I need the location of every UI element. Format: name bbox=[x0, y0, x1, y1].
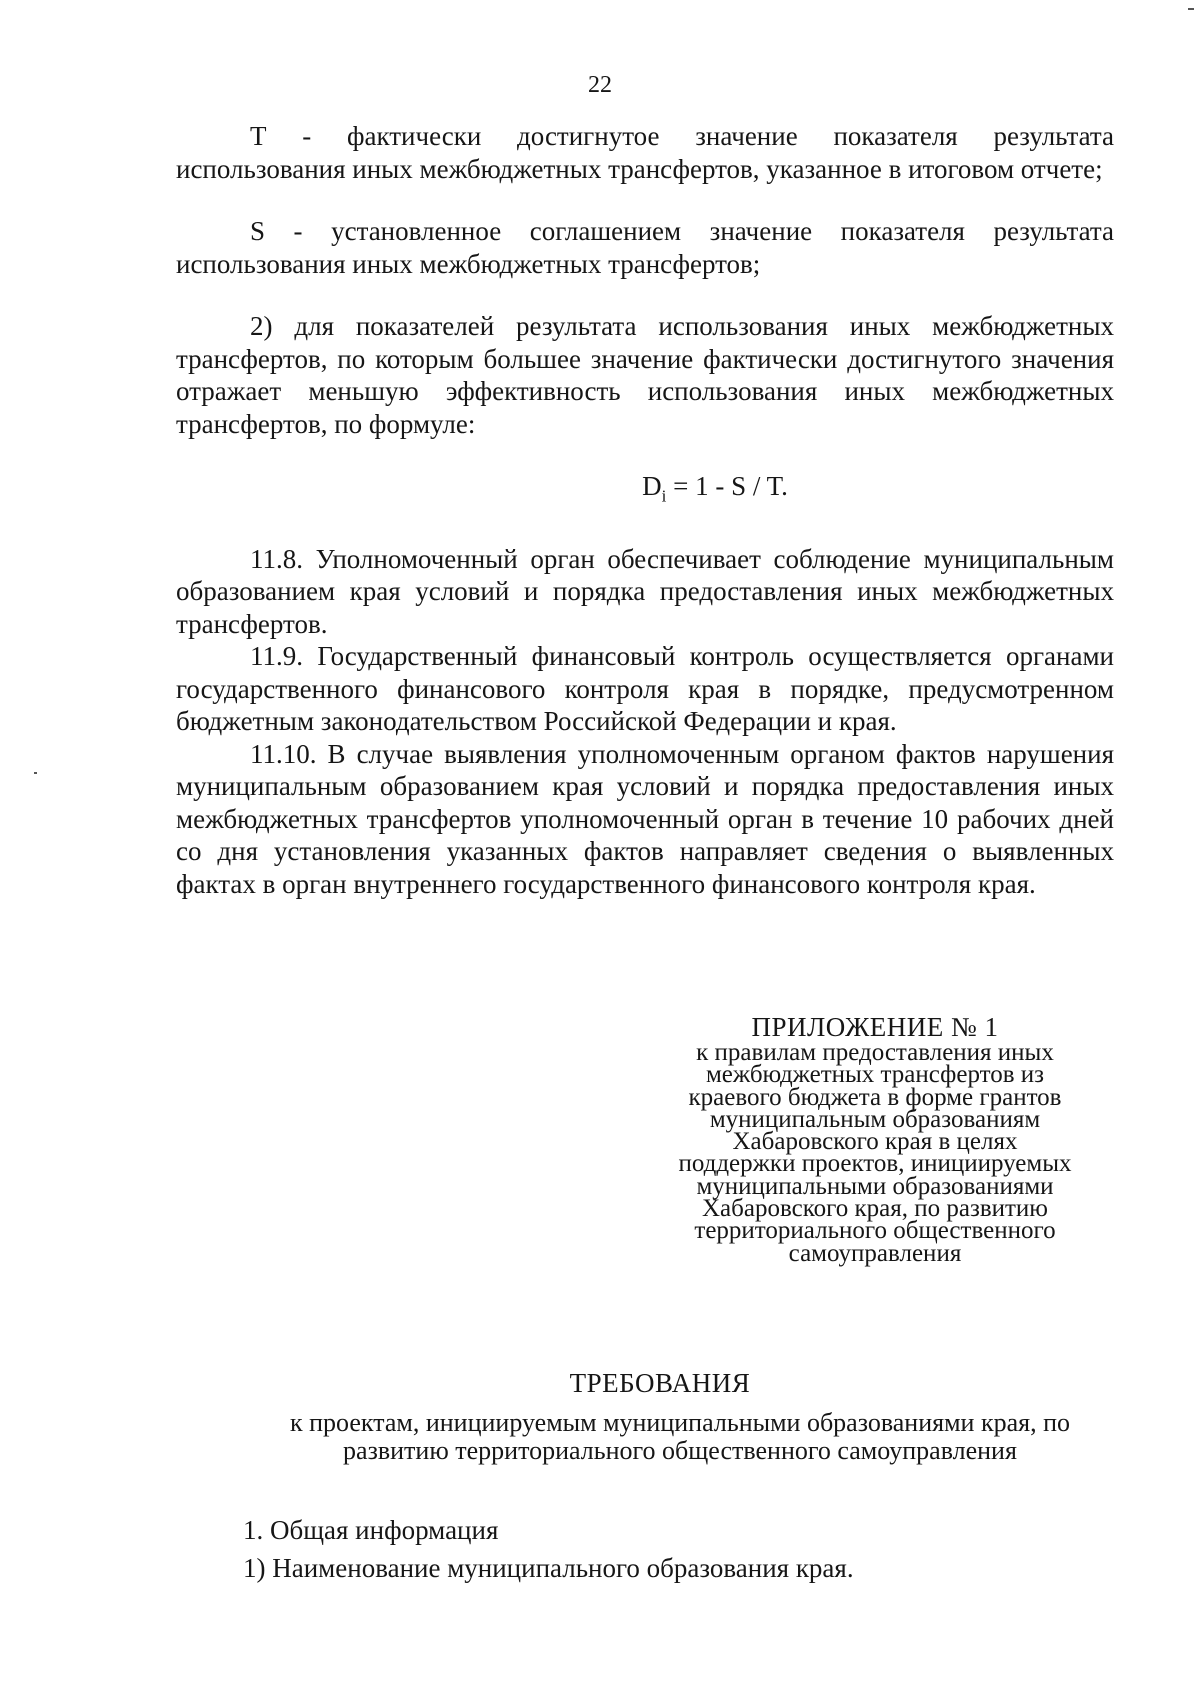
appendix-line: межбюджетных трансфертов из bbox=[705, 1061, 1045, 1089]
formula-rhs: = 1 - S / T. bbox=[666, 471, 788, 501]
appendix-line: муниципальными образованиями bbox=[696, 1172, 1054, 1200]
formula-lhs: D bbox=[642, 471, 662, 501]
paragraph-11-9: 11.9. Государственный финансовый контроль осуществляется органами государственного финансового контроля края в порядке, предусмотренном бюджетным законодательством Российской Федерации и края. bbox=[176, 641, 1114, 737]
requirements-subtitle bbox=[176, 1409, 1114, 1465]
paragraph-11-8: 11.8. Уполномоченный орган обеспечивает соблюдение муниципальным образованием края условий и порядка предоставления иных межбюджетных трансфертов. bbox=[176, 543, 1114, 639]
appendix-line: самоуправления bbox=[788, 1239, 962, 1267]
requirements-heading bbox=[176, 1368, 1114, 1465]
appendix-line: к правилам предоставления иных bbox=[696, 1039, 1054, 1066]
list-item: 1) Наименование муниципального образования края. bbox=[243, 1553, 854, 1583]
appendix-line: краевого бюджета в форме грантов bbox=[688, 1083, 1062, 1111]
paragraph-formula-intro: 2) для показателей результата использования иных межбюджетных трансфертов, по которым большее значение фактически достигнутого значения отражает меньшую эффективность использования иных межбюджетных трансфертов, по формуле: bbox=[176, 311, 1114, 439]
formula-subscript: i bbox=[661, 486, 667, 506]
appendix-line: Хабаровского края, по развитию bbox=[702, 1195, 1048, 1223]
appendix-line: поддержки проектов, инициируемых bbox=[678, 1150, 1072, 1178]
requirements-list bbox=[243, 1511, 854, 1587]
scan-mark bbox=[34, 772, 37, 774]
paragraph-s-definition: S - установленное соглашением значение показателя результата использования иных межбюджетных трансфертов; bbox=[176, 216, 1114, 279]
appendix-line: территориального общественного bbox=[694, 1217, 1056, 1245]
main-text bbox=[176, 120, 1114, 900]
scan-mark bbox=[1188, 8, 1194, 10]
formula bbox=[176, 470, 1114, 513]
appendix-title: ПРИЛОЖЕНИЕ № 1 bbox=[751, 1012, 999, 1042]
requirements-subtitle-line: к проектам, инициируемым муниципальными образованиями края, по bbox=[289, 1408, 1070, 1437]
appendix-line: муниципальным образованиям bbox=[709, 1105, 1041, 1133]
section-heading-general-info: 1. Общая информация bbox=[243, 1515, 499, 1545]
paragraph-t-definition: Т - фактически достигнутое значение показателя результата использования иных межбюджетных трансфертов, указанное в итоговом отчете; bbox=[176, 121, 1114, 184]
paragraph-11-10: 11.10. В случае выявления уполномоченным органом фактов нарушения муниципальным образованием края условий и порядка предоставления иных межбюджетных трансфертов уполномоченный орган в течение 10 рабочих дней со дня установления указанных фактов направляет сведения о выявленных фактах в орган внутреннего государственного финансового контроля края. bbox=[176, 738, 1114, 899]
requirements-title: ТРЕБОВАНИЯ bbox=[569, 1368, 751, 1398]
page-number: 22 bbox=[588, 72, 612, 98]
appendix-line: Хабаровского края в целях bbox=[732, 1128, 1018, 1156]
requirements-subtitle-line: развитию территориального общественного самоуправления bbox=[343, 1436, 1017, 1465]
appendix-header bbox=[650, 1012, 1100, 1265]
